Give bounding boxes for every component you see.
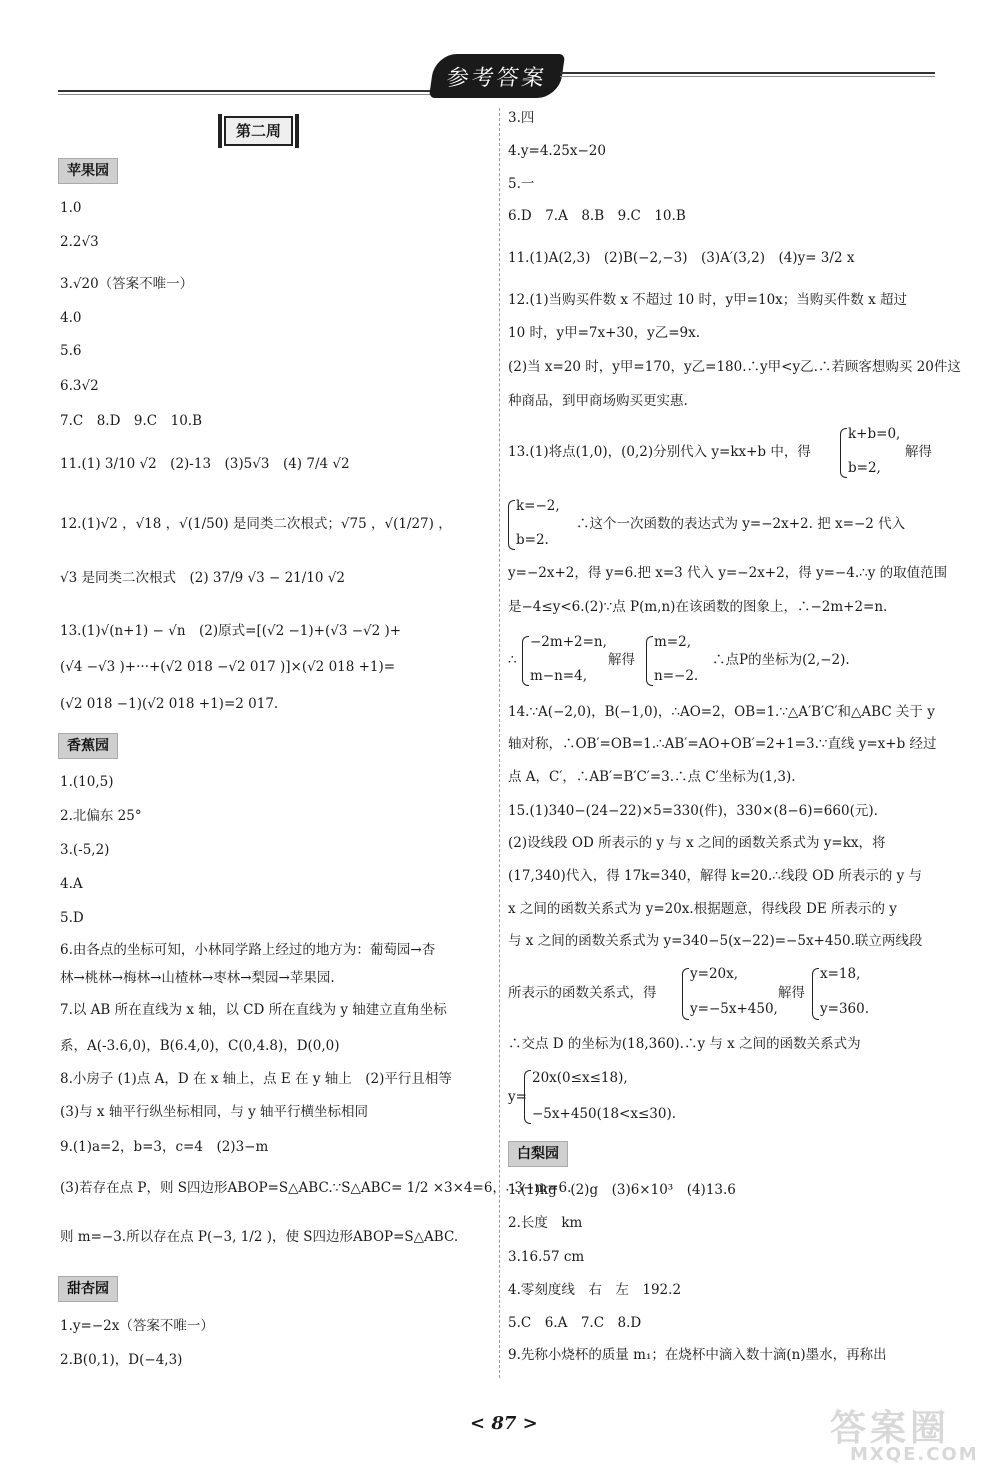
answer-line: 12.(1)√2 ，√18 ，√(1/50) 是同类二次根式；√75 ，√(1/27) ， <box>60 516 452 532</box>
system-brace <box>840 428 847 478</box>
answer-line: (2)设线段 OD 所表示的 y 与 x 之间的函数关系式为 y=kx，将 <box>508 835 886 851</box>
answer-line: 13.(1)√(n+1) − √n (2)原式=[(√2 −1)+(√3 −√2 )+ <box>60 623 402 639</box>
section-apple: 苹果园 <box>58 158 118 184</box>
answer-line: 是−4≤y<6.(2)∵点 P(m,n)在该函数的图象上，∴−2m+2=n. <box>508 599 888 615</box>
section-banana: 香蕉园 <box>58 733 118 759</box>
answer-line: ∴点P的坐标为(2,−2). <box>712 652 850 668</box>
answer-line: (√4 −√3 )+···+(√2 018 −√2 017 )]×(√2 018 +1)= <box>60 659 396 675</box>
answer-line: 13.(1)将点(1,0)，(0,2)分别代入 y=kx+b 中，得 <box>508 444 811 460</box>
answer-line: (17,340)代入，得 17k=340，解得 k=20.∴线段 OD 所表示的 y 与 <box>508 868 923 884</box>
equation-line: b=2. <box>516 532 549 548</box>
answer-line: 4.零刻度线 右 左 192.2 <box>508 1282 682 1298</box>
answer-line: 5.6 <box>60 343 82 359</box>
watermark-url: MXQE.COM <box>850 1444 979 1465</box>
answer-line: 解得 <box>905 444 932 460</box>
answer-line: 4.0 <box>60 310 82 326</box>
page-number: < 87 > <box>470 1413 538 1434</box>
answer-line: x 之间的函数关系式为 y=20x.根据题意，得线段 DE 所表示的 y <box>508 901 897 917</box>
equation-line: y=−5x+450, <box>690 1001 778 1017</box>
answer-line: 7.以 AB 所在直线为 x 轴，以 CD 所在直线为 y 轴建立直角坐标 <box>60 1002 447 1018</box>
answer-line: 与 x 之间的函数关系式为 y=340−5(x−22)=−5x+450.联立两线段 <box>508 933 923 949</box>
equation-line: k+b=0, <box>848 426 901 442</box>
answer-line: 15.(1)340−(24−22)×5=330(件)，330×(8−6)=660(元). <box>508 803 878 819</box>
answer-line: y=−2x+2，得 y=6.把 x=3 代入 y=−2x+2，得 y=−4.∴y 的取值范围 <box>508 565 948 581</box>
answer-line: y= <box>508 1089 527 1105</box>
answer-line: √3 是同类二次根式 (2) 37/9 √3 − 21/10 √2 <box>60 570 345 586</box>
equation-line: −5x+450(18<x≤30). <box>532 1106 677 1122</box>
answer-line: 所表示的函数关系式，得 <box>508 985 657 1001</box>
answer-line: 14.∵A(−2,0)，B(−1,0)，∴AO=2，OB=1.∵△A′B′C′和△ABC 关于 y <box>508 704 935 720</box>
equation-line: −2m+2=n, <box>530 634 607 650</box>
header-rule-left <box>58 90 438 92</box>
answer-line: (2)当 x=20 时，y甲=170，y乙=180.∴y甲<y乙.∴若顾客想购买 20件这 <box>508 359 961 375</box>
equation-line: n=−2. <box>654 668 699 684</box>
equation-line: y=360. <box>820 1001 869 1017</box>
answer-line: 6.3√2 <box>60 378 99 394</box>
answer-line: 1.(10,5) <box>60 774 114 790</box>
equation-line: b=2, <box>848 460 881 476</box>
page-header <box>0 50 1000 110</box>
answer-line: 则 m=−3.所以存在点 P(−3, 1/2 )，使 S四边形ABOP=S△ABC. <box>60 1229 459 1245</box>
answer-line: 3.四 <box>508 110 535 126</box>
answer-line: 系，A(-3.6,0)，B(6.4,0)，C(0,4.8)，D(0,0) <box>60 1038 340 1054</box>
answer-line: (3)与 x 轴平行纵坐标相同，与 y 轴平行横坐标相同 <box>60 1104 369 1120</box>
equation-line: m=2, <box>654 634 691 650</box>
equation-line: y=20x, <box>690 966 739 982</box>
equation-line: 20x(0≤x≤18), <box>532 1070 628 1086</box>
answer-key-badge: 参考答案 <box>429 54 565 98</box>
answer-line: 11.(1)A(2,3) (2)B(−2,−3) (3)A′(3,2) (4)y= 3/2 x <box>508 250 855 266</box>
equation-line: k=−2, <box>516 498 560 514</box>
answer-line: 5.D <box>60 910 84 926</box>
answer-line: 林→桃林→梅林→山楂林→枣林→梨园→苹果园. <box>60 970 335 986</box>
answer-line: 3.(-5,2) <box>60 842 110 858</box>
answer-line: 3.16.57 cm <box>508 1249 585 1265</box>
header-rule-right <box>560 72 935 74</box>
answer-line: 10 时，y甲=7x+30，y乙=9x. <box>508 325 701 341</box>
piecewise-brace <box>524 1070 531 1124</box>
answer-line: 8.小房子 (1)点 A，D 在 x 轴上，点 E 在 y 轴上 (2)平行且相等 <box>60 1071 452 1087</box>
system-brace <box>812 968 819 1020</box>
answer-line: 3.√20（答案不唯一） <box>60 276 194 292</box>
system-brace <box>646 636 653 686</box>
answer-line: 解得 <box>778 985 805 1001</box>
system-brace <box>682 968 689 1020</box>
answer-line: 解得 <box>608 652 635 668</box>
watermark-logo <box>820 1400 990 1470</box>
system-brace <box>522 636 529 686</box>
answer-line: 6.由各点的坐标可知，小林同学路上经过的地方为：葡萄园→杏 <box>60 942 436 958</box>
answer-line: 1.(1)kg (2)g (3)6×10³ (4)13.6 <box>508 1182 736 1198</box>
answer-line: (√2 018 −1)(√2 018 +1)=2 017. <box>60 696 279 712</box>
answer-line: 9.(1)a=2，b=3，c=4 (2)3−m <box>60 1139 269 1155</box>
header-rule-left-thin <box>58 94 438 95</box>
watermark-text: 答案圈 <box>830 1408 951 1449</box>
answer-line: 9.先称小烧杯的质量 m₁；在烧杯中滴入数十滴(n)墨水，再称出 <box>508 1347 887 1363</box>
answer-line: 2.2√3 <box>60 234 99 250</box>
answer-line: 2.B(0,1)，D(−4,3) <box>60 1352 183 1368</box>
answer-line: 点 A，C′，∴AB′=B′C′=3.∴点 C′坐标为(1,3). <box>508 769 796 785</box>
answer-line: 2.长度 km <box>508 1215 583 1231</box>
week-title: 第二周 <box>224 116 293 146</box>
answer-line: 5.一 <box>508 176 535 192</box>
section-apricot: 甜杏园 <box>58 1276 118 1302</box>
answer-line: ∴这个一次函数的表达式为 y=−2x+2. 把 x=−2 代入 <box>576 516 906 532</box>
system-brace <box>508 500 515 550</box>
answer-line: 7.C 8.D 9.C 10.B <box>60 413 203 429</box>
answer-line: 4.A <box>60 876 83 892</box>
answer-line: 6.D 7.A 8.B 9.C 10.B <box>508 208 686 224</box>
answer-line: 11.(1) 3/10 √2 (2)-13 (3)5√3 (4) 7/4 √2 <box>60 456 350 472</box>
equation-line: x=18, <box>820 966 861 982</box>
answer-line: ∴交点 D 的坐标为(18,360).∴y 与 x 之间的函数关系式为 <box>508 1036 861 1052</box>
answer-line: 1.0 <box>60 200 82 216</box>
answer-line: ∴ <box>508 652 517 668</box>
answer-line: (3)若存在点 P，则 S四边形ABOP=S△ABC.∵S△ABC= 1/2 ×3×4=6，∴3−m=6. <box>60 1180 572 1196</box>
answer-line: 种商品，到甲商场购买更实惠. <box>508 393 688 409</box>
answer-line: 轴对称，∴OB′=OB=1.∴AB′=AO+OB′=2+1=3.∵直线 y=x+b 经过 <box>508 736 937 752</box>
answer-line: 5.C 6.A 7.C 8.D <box>508 1315 642 1331</box>
answer-line: 12.(1)当购买件数 x 不超过 10 时，y甲=10x；当购买件数 x 超过 <box>508 292 907 308</box>
answer-line: 1.y=−2x（答案不唯一） <box>60 1318 214 1334</box>
answer-line: 4.y=4.25x−20 <box>508 143 606 159</box>
header-rule-right-thin <box>560 76 935 77</box>
answer-line: 2.北偏东 25° <box>60 808 142 824</box>
section-pear: 白梨园 <box>508 1141 568 1167</box>
equation-line: m−n=4, <box>530 668 587 684</box>
